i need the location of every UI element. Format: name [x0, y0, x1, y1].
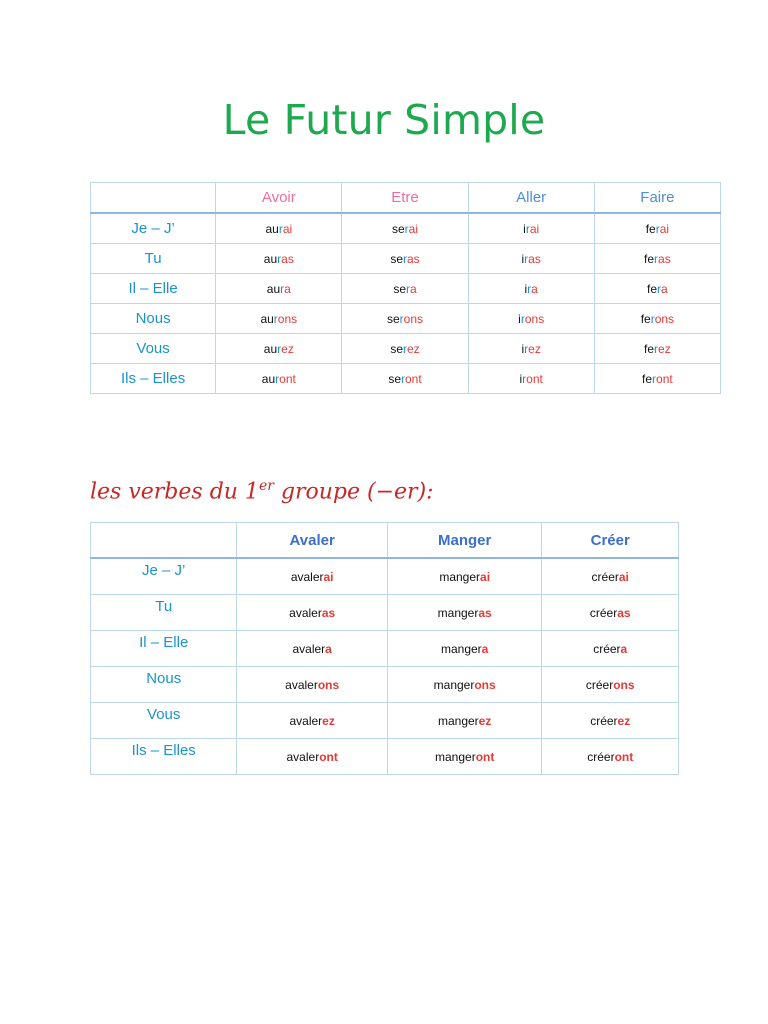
verb-ending: as: [478, 605, 492, 620]
verb-ending: ons: [277, 311, 298, 326]
verb-ending: ons: [474, 677, 496, 692]
verb-stem: créer: [585, 677, 614, 692]
verb-ending: a: [284, 281, 291, 296]
verb-stem: i: [519, 371, 523, 386]
conjugation-cell: [216, 213, 342, 244]
pronoun-cell: Vous: [91, 703, 237, 739]
future-marker: r: [404, 221, 409, 236]
verb-stem: au: [263, 341, 278, 356]
conjugation-cell: [342, 274, 468, 304]
pronoun-cell: Je – J’: [91, 558, 237, 595]
conjugation-cell: [342, 334, 468, 364]
verb-ending: ez: [617, 713, 631, 728]
verb-stem: se: [386, 311, 400, 326]
verb-ending: as: [407, 251, 420, 266]
verb-stem: avaler: [292, 641, 326, 656]
conjugation-cell: [468, 364, 594, 394]
conjugation-cell: [237, 667, 388, 703]
verb-ending: as: [321, 605, 336, 620]
corner-cell: [91, 183, 216, 214]
verb-stem: i: [521, 341, 525, 356]
future-marker: r: [277, 251, 282, 266]
verb-stem: fe: [644, 251, 655, 266]
verb-ending: ont: [526, 371, 543, 386]
verb-stem: manger: [437, 605, 479, 620]
verb-ending: a: [325, 641, 332, 656]
conjugation-cell: [216, 274, 342, 304]
pronoun-cell: Ils – Elles: [91, 739, 237, 775]
conjugation-cell: [342, 244, 468, 274]
verb-ending: ai: [480, 569, 491, 584]
verb-ending: ai: [659, 221, 670, 236]
column-header-aller: Aller: [468, 183, 594, 214]
verb-ending: ez: [478, 713, 492, 728]
conjugation-cell: [387, 703, 542, 739]
conjugation-cell: [542, 558, 679, 595]
column-header-creer: Créer: [542, 523, 679, 559]
conjugation-cell: [542, 739, 679, 775]
conjugation-cell: [387, 558, 542, 595]
pronoun-cell: Nous: [91, 667, 237, 703]
future-marker: r: [524, 341, 529, 356]
conjugation-cell: [542, 631, 679, 667]
verb-stem: se: [391, 221, 405, 236]
verb-stem: fe: [647, 281, 658, 296]
conjugation-cell: [237, 595, 388, 631]
conjugation-cell: [468, 244, 594, 274]
verb-stem: avaler: [285, 677, 318, 692]
verb-ending: as: [528, 251, 541, 266]
conjugation-cell: [216, 364, 342, 394]
conjugation-cell: [468, 274, 594, 304]
conjugation-table-first-group: [90, 522, 679, 775]
future-marker: r: [655, 221, 660, 236]
conjugation-cell: [387, 595, 542, 631]
table-row: [91, 334, 721, 364]
verb-stem: fe: [645, 221, 656, 236]
conjugation-cell: [594, 304, 720, 334]
table-row: [91, 304, 721, 334]
verb-ending: ai: [529, 221, 540, 236]
verb-ending: ai: [282, 221, 293, 236]
verb-ending: as: [658, 251, 671, 266]
verb-ending: ont: [475, 749, 495, 764]
verb-ending: ez: [281, 341, 294, 356]
conjugation-cell: [237, 558, 388, 595]
future-marker: r: [524, 251, 529, 266]
verb-stem: créer: [587, 749, 615, 764]
verb-ending: ez: [528, 341, 541, 356]
pronoun-cell: Il – Elle: [91, 274, 216, 304]
verb-ending: ons: [613, 677, 635, 692]
column-header-etre: Etre: [342, 183, 468, 214]
verb-stem: manger: [435, 749, 476, 764]
header-row: [91, 523, 679, 559]
future-marker: r: [406, 281, 410, 296]
conjugation-cell: [216, 244, 342, 274]
verb-stem: avaler: [289, 605, 322, 620]
future-marker: r: [652, 371, 657, 386]
verb-ending: ai: [323, 569, 334, 584]
table-row: [91, 739, 679, 775]
verb-ending: a: [531, 281, 538, 296]
corner-cell: [91, 523, 237, 559]
verb-ending: ons: [524, 311, 545, 326]
conjugation-cell: [542, 595, 679, 631]
verb-stem: manger: [437, 713, 479, 728]
verb-stem: manger: [439, 569, 481, 584]
verb-stem: au: [263, 251, 278, 266]
subtitle-prefix: les verbes du 1: [90, 479, 259, 505]
future-marker: r: [525, 221, 530, 236]
verb-ending: as: [617, 605, 631, 620]
conjugation-cell: [342, 364, 468, 394]
pronoun-cell: Nous: [91, 304, 216, 334]
future-marker: r: [527, 281, 532, 296]
verb-ending: a: [410, 281, 417, 296]
future-marker: r: [278, 221, 283, 236]
pronoun-cell: Il – Elle: [91, 631, 237, 667]
page-title: Le Futur Simple: [222, 96, 546, 144]
table-row: [91, 244, 721, 274]
verb-ending: ont: [614, 749, 634, 764]
verb-stem: au: [261, 371, 276, 386]
verb-stem: créer: [591, 569, 619, 584]
table-row: [91, 595, 679, 631]
table-row: [91, 703, 679, 739]
conjugation-cell: [387, 631, 542, 667]
verb-stem: au: [260, 311, 274, 326]
future-marker: r: [273, 311, 278, 326]
conjugation-cell: [387, 739, 542, 775]
future-marker: r: [399, 311, 404, 326]
table-row: [91, 274, 721, 304]
future-marker: r: [280, 281, 285, 296]
verb-stem: se: [390, 251, 403, 266]
pronoun-cell: Vous: [91, 334, 216, 364]
verb-ending: ons: [403, 311, 424, 326]
verb-ending: ont: [405, 371, 422, 386]
verb-ending: as: [281, 251, 294, 266]
verb-ending: ons: [654, 311, 675, 326]
verb-ending: a: [620, 641, 628, 656]
conjugation-cell: [342, 213, 468, 244]
verb-stem: i: [518, 311, 521, 326]
column-header-faire: Faire: [594, 183, 720, 214]
conjugation-cell: [468, 304, 594, 334]
conjugation-cell: [594, 274, 720, 304]
conjugation-cell: [237, 739, 388, 775]
verb-ending: ez: [407, 341, 420, 356]
conjugation-cell: [542, 703, 679, 739]
verb-stem: avaler: [289, 713, 323, 728]
table-row: [91, 213, 721, 244]
verb-stem: i: [524, 281, 528, 296]
conjugation-cell: [216, 334, 342, 364]
future-marker: r: [277, 341, 282, 356]
section-subtitle: [90, 478, 434, 504]
verb-stem: se: [393, 281, 406, 296]
verb-ending: ont: [319, 749, 338, 764]
verb-ending: ez: [322, 713, 335, 728]
conjugation-cell: [216, 304, 342, 334]
verb-ending: ons: [317, 677, 340, 692]
pronoun-cell: Je – J’: [91, 213, 216, 244]
verb-stem: manger: [433, 677, 475, 692]
pronoun-cell: Tu: [91, 244, 216, 274]
verb-stem: au: [266, 281, 281, 296]
conjugation-cell: [237, 703, 388, 739]
verb-stem: fe: [642, 371, 653, 386]
column-header-avaler: Avaler: [237, 523, 388, 559]
verb-stem: créer: [589, 605, 618, 620]
future-marker: r: [403, 251, 407, 266]
future-marker: r: [654, 341, 659, 356]
verb-ending: ont: [279, 371, 296, 386]
future-marker: r: [522, 371, 527, 386]
conjugation-cell: [468, 213, 594, 244]
verb-ending: ai: [408, 221, 419, 236]
conjugation-cell: [594, 334, 720, 364]
subtitle-suffix: groupe (−er):: [273, 479, 434, 505]
verb-ending: a: [481, 641, 489, 656]
table-row: [91, 364, 721, 394]
conjugation-cell: [542, 667, 679, 703]
verb-stem: se: [390, 341, 403, 356]
table-row: [91, 631, 679, 667]
verb-stem: i: [523, 221, 526, 236]
verb-stem: au: [265, 221, 279, 236]
verb-stem: avaler: [286, 749, 320, 764]
header-row: [91, 183, 721, 214]
verb-stem: i: [521, 251, 525, 266]
future-marker: r: [401, 371, 405, 386]
verb-stem: créer: [590, 713, 618, 728]
table-row: [91, 667, 679, 703]
column-header-manger: Manger: [387, 523, 542, 559]
conjugation-cell: [237, 631, 388, 667]
future-marker: r: [657, 281, 662, 296]
verb-stem: avaler: [290, 569, 324, 584]
verb-ending: ez: [658, 341, 671, 356]
future-marker: r: [275, 371, 280, 386]
verb-ending: ont: [656, 371, 673, 386]
future-marker: r: [650, 311, 655, 326]
conjugation-cell: [594, 244, 720, 274]
table-row: [91, 558, 679, 595]
conjugation-cell: [594, 213, 720, 244]
verb-stem: fe: [644, 341, 655, 356]
future-marker: r: [403, 341, 407, 356]
verb-stem: créer: [593, 641, 621, 656]
conjugation-cell: [468, 334, 594, 364]
verb-stem: se: [388, 371, 401, 386]
verb-stem: fe: [640, 311, 651, 326]
future-marker: r: [654, 251, 659, 266]
verb-ending: ai: [618, 569, 629, 584]
future-marker: r: [520, 311, 525, 326]
conjugation-table-irregular: [90, 182, 721, 394]
pronoun-cell: Tu: [91, 595, 237, 631]
subtitle-superscript: er: [258, 478, 274, 494]
verb-ending: a: [661, 281, 668, 296]
column-header-avoir: Avoir: [216, 183, 342, 214]
verb-stem: manger: [440, 641, 482, 656]
conjugation-cell: [342, 304, 468, 334]
conjugation-cell: [594, 364, 720, 394]
pronoun-cell: Ils – Elles: [91, 364, 216, 394]
conjugation-cell: [387, 667, 542, 703]
